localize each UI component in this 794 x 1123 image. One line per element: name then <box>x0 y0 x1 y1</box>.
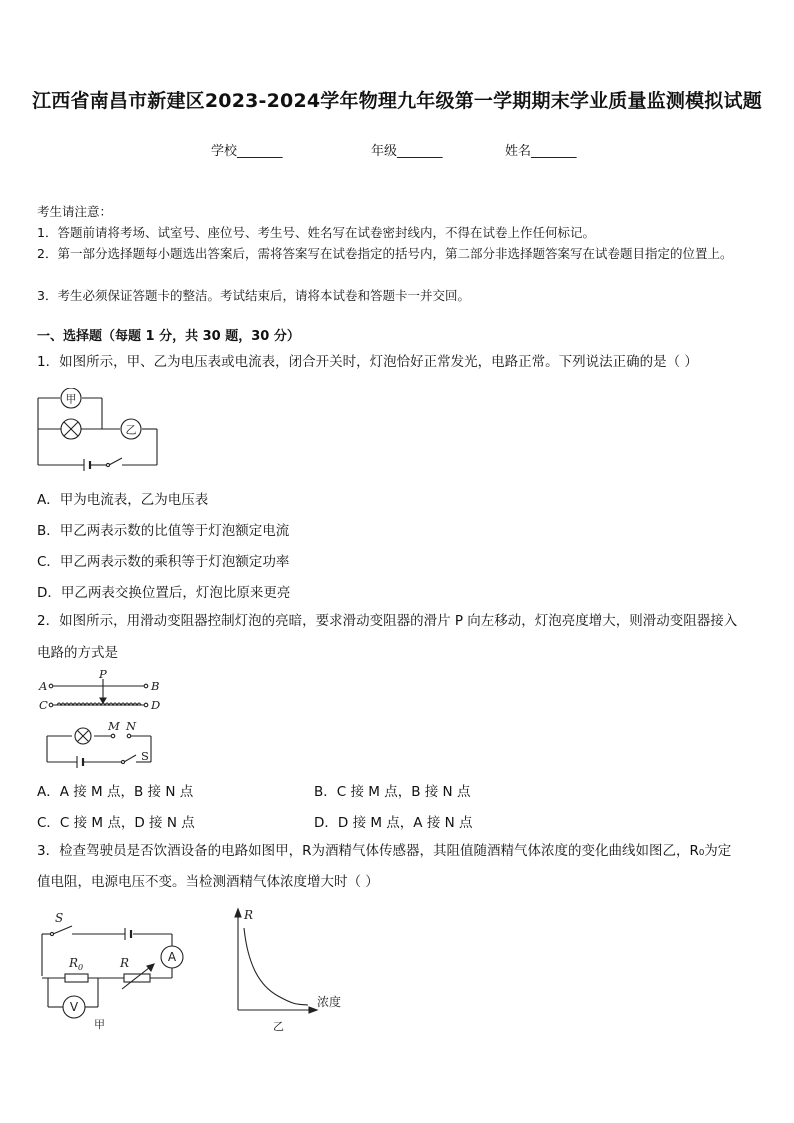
question-2-stem-line-1: 2．如图所示，用滑动变阻器控制灯泡的亮暗，要求滑动变阻器的滑片 P 向左移动，灯泡亮度增大，则滑动变阻器接入 <box>37 613 738 629</box>
q3-r-label: R <box>120 956 130 970</box>
question-2-option-b[interactable]: B．C 接 M 点，B 接 N 点 <box>314 784 471 800</box>
question-1-option-b[interactable]: B．甲乙两表示数的比值等于灯泡额定电流 <box>37 523 290 539</box>
page-title: 江西省南昌市新建区2023-2024学年物理九年级第一学期期末学业质量监测模拟试题 <box>32 90 762 112</box>
section-title: 一、选择题（每题 1 分，共 30 题，30 分） <box>37 329 300 344</box>
question-3-stem-line-2: 值电阻，电源电压不变。当检测酒精气体浓度增大时（ ） <box>37 874 379 890</box>
figure-yi-caption: 乙 <box>273 1020 284 1033</box>
notice-heading: 考生请注意： <box>37 204 113 219</box>
meter-yi-label: 乙 <box>125 423 137 437</box>
notice-item-3: 3．考生必须保证答题卡的整洁。考试结束后，请将本试卷和答题卡一并交回。 <box>37 288 470 303</box>
terminal-d-label: D <box>151 698 161 712</box>
question-3-resistance-graph <box>226 906 356 1034</box>
q3-r0-label: $R_0$ <box>69 956 84 972</box>
voltmeter-label: V <box>69 1000 79 1014</box>
question-1-stem: 1．如图所示，甲、乙为电压表或电流表，闭合开关时，灯泡恰好正常发光，电路正常。下列说法正确的是（ ） <box>37 354 698 370</box>
terminal-c-label: C <box>39 698 48 712</box>
terminal-n-label: N <box>126 719 137 733</box>
graph-x-axis-label: 浓度 <box>317 995 342 1009</box>
notice-item-1: 1．答题前请将考场、试室号、座位号、考生号、姓名写在试卷密封线内，不得在试卷上作任何标记。 <box>37 225 595 240</box>
q3-switch-label: S <box>55 911 64 925</box>
question-2-stem-line-2: 电路的方式是 <box>37 645 118 661</box>
figure-jia-caption: 甲 <box>94 1018 105 1031</box>
question-3-stem-line-1: 3．检查驾驶员是否饮酒设备的电路如图甲，R为酒精气体传感器，其阻值随酒精气体浓度的变化曲线如图乙，R₀为定 <box>37 843 732 859</box>
terminal-a-label: A <box>39 679 48 693</box>
school-field-label: 学校_______ <box>211 144 283 159</box>
terminal-b-label: B <box>151 679 160 693</box>
slider-p-label: P <box>99 668 107 681</box>
question-1-option-d[interactable]: D．甲乙两表交换位置后，灯泡比原来更亮 <box>37 585 291 601</box>
question-1-option-a[interactable]: A．甲为电流表，乙为电压表 <box>37 492 209 508</box>
switch-s-label: S <box>141 749 149 763</box>
name-field-label: 姓名_______ <box>505 144 577 159</box>
question-1-option-c[interactable]: C．甲乙两表示数的乘积等于灯泡额定功率 <box>37 554 290 570</box>
question-2-option-d[interactable]: D．D 接 M 点，A 接 N 点 <box>314 815 473 831</box>
notice-item-2: 2．第一部分选择题每小题选出答案后，需将答案写在试卷指定的括号内，第二部分非选择题答案写在试卷题目指定的位置上。 <box>37 246 733 261</box>
question-2-option-a[interactable]: A．A 接 M 点，B 接 N 点 <box>37 784 194 800</box>
meter-jia-label: 甲 <box>65 392 77 406</box>
terminal-m-label: M <box>108 719 120 733</box>
question-2-rheostat-diagram <box>37 668 167 770</box>
grade-field-label: 年级_______ <box>371 144 443 159</box>
graph-y-axis-label: R <box>244 908 254 922</box>
ammeter-label: A <box>167 950 177 964</box>
question-2-option-c[interactable]: C．C 接 M 点，D 接 N 点 <box>37 815 195 831</box>
question-1-circuit-diagram <box>34 388 164 472</box>
question-3-circuit-diagram <box>34 904 194 1034</box>
